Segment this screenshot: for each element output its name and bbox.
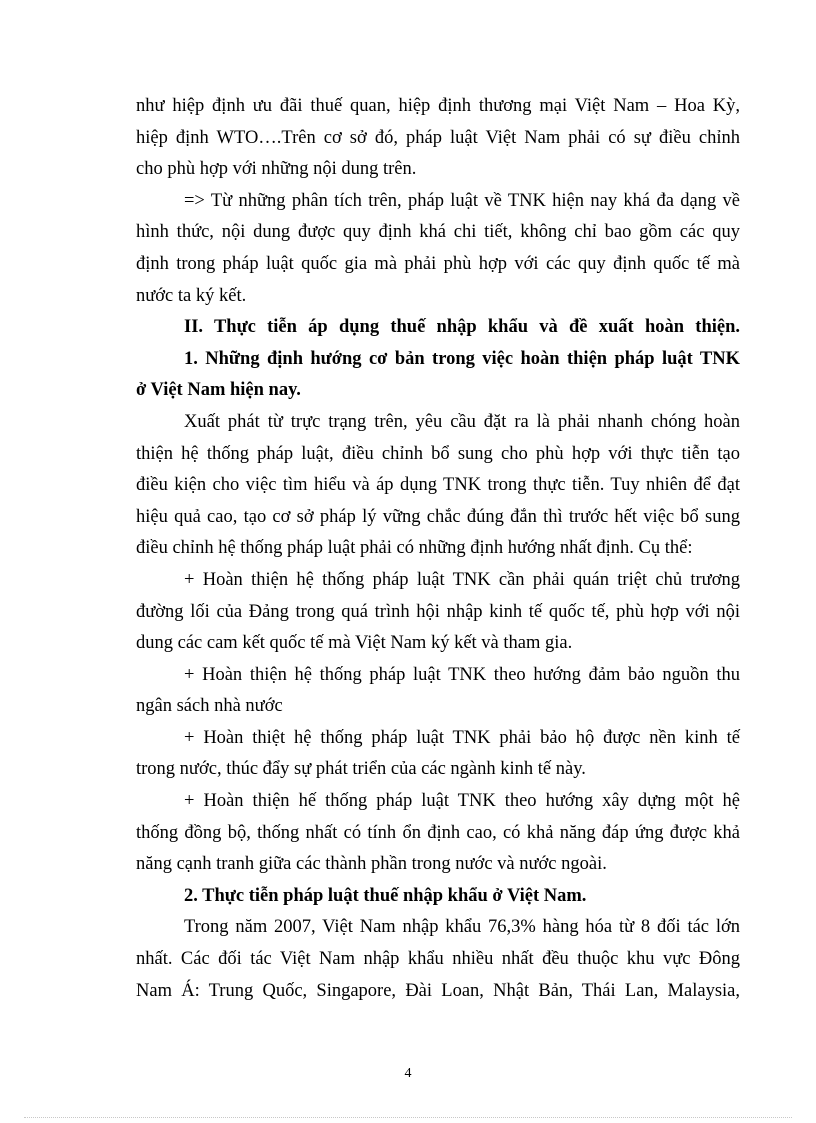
text-line: dung các cam kết quốc tế mà Việt Nam ký kết và tham gia. [136,633,573,654]
text-line: điều kiện cho việc tìm hiểu và áp dụng TNK trong thực tiễn. Tuy nhiên để đạt [136,475,740,496]
page-border-line [24,1117,792,1118]
text-line: nước ta ký kết. [136,285,247,306]
heading-line: 2. Thực tiễn pháp luật thuế nhập khẩu ở Việt Nam. [184,885,587,906]
text-line: Nam Á: Trung Quốc, Singapore, Đài Loan, Nhật Bản, Thái Lan, Malaysia, [136,980,740,1001]
text-line: + Hoàn thiện hế thống pháp luật TNK theo hướng xây dựng một hệ [184,791,740,812]
heading-line: II. Thực tiễn áp dụng thuế nhập khẩu và đề xuất hoàn thiện. [184,317,740,338]
text-line: + Hoàn thiệt hệ thống pháp luật TNK phải bảo hộ được nền kinh tế [184,727,740,748]
text-line: Xuất phát từ trực trạng trên, yêu cầu đặt ra là phải nhanh chóng hoàn [184,411,740,432]
page-number: 4 [404,1066,412,1081]
text-line: năng cạnh tranh giữa các thành phần trong nước và nước ngoài. [136,854,607,875]
text-line: cho phù hợp với những nội dung trên. [136,159,417,180]
heading-line: ở Việt Nam hiện nay. [136,380,301,401]
text-line: thống đồng bộ, thống nhất có tính ổn định cao, có khả năng đáp ứng được khả [136,822,740,843]
text-line: nhất. Các đối tác Việt Nam nhập khẩu nhiều nhất đều thuộc khu vực Đông [136,949,740,970]
text-line: + Hoàn thiện hệ thống pháp luật TNK theo hướng đảm bảo nguồn thu [184,664,740,685]
text-line: ngân sách nhà nước [136,696,283,717]
text-line: hiệu quả cao, tạo cơ sở pháp lý vững chắc đúng đắn thì trước hết việc bổ sung [136,506,740,527]
text-line: => Từ những phân tích trên, pháp luật về TNK hiện nay khá đa dạng về [184,190,740,211]
text-line: hiệp định WTO….Trên cơ sở đó, pháp luật Việt Nam phải có sự điều chỉnh [136,127,740,148]
text-line: điều chỉnh hệ thống pháp luật phải có những định hướng nhất định. Cụ thể: [136,538,693,559]
text-line: trong nước, thúc đẩy sự phát triển của các ngành kinh tế này. [136,759,586,780]
body-text [136,91,740,1007]
text-line: định trong pháp luật quốc gia mà phải phù hợp với các quy định quốc tế mà [136,253,740,274]
text-line: hình thức, nội dung được quy định khá chi tiết, không chỉ bao gồm các quy [136,222,740,243]
text-line: Trong năm 2007, Việt Nam nhập khẩu 76,3% hàng hóa từ 8 đối tác lớn [184,917,740,938]
text-line: thiện hệ thống pháp luật, điều chỉnh bổ sung cho phù hợp với thực tiễn tạo [136,443,740,464]
text-line: đường lối của Đảng trong quá trình hội nhập kinh tế quốc tế, phù hợp với nội [136,601,740,622]
text-line: + Hoàn thiện hệ thống pháp luật TNK cần phải quán triệt chủ trương [184,569,740,590]
heading-line: 1. Những định hướng cơ bản trong việc hoàn thiện pháp luật TNK [184,348,740,369]
text-line: như hiệp định ưu đãi thuế quan, hiệp định thương mại Việt Nam – Hoa Kỳ, [136,96,740,116]
